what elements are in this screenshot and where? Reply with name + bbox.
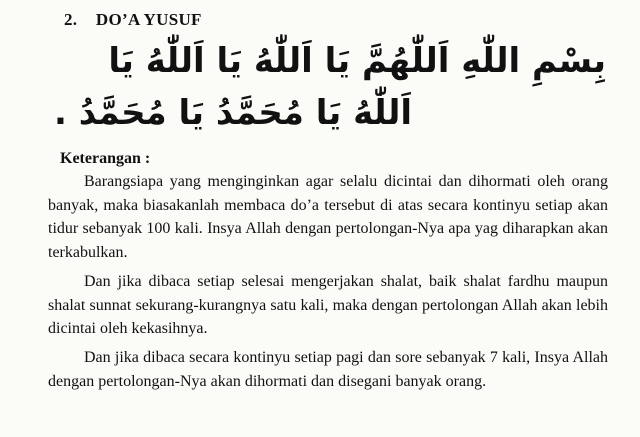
section-title: DO’A YUSUF: [95, 10, 202, 29]
section-number: 2.: [64, 10, 78, 29]
arabic-prayer-line-2: اَللّٰهُ يَا مُحَمَّدُ يَا مُحَمَّدُ .: [53, 93, 412, 133]
paragraph-3: Dan jika dibaca secara kontinyu setiap pagi dan sore sebanyak 7 kali, Insya Allah dengan pertolongan-Nya akan dihormati dan disegani banyak orang.: [48, 349, 608, 390]
section-heading: [64, 10, 202, 30]
arabic-prayer-line-1: بِسْمِ اللّٰهِ اَللّٰهُمَّ يَا اَللّٰهُ يَا اَللّٰهُ يَا: [108, 41, 606, 81]
paragraph-1: Barangsiapa yang menginginkan agar selalu dicintai dan dihormati oleh orang banyak, maka biasakanlah membaca do’a tersebut di atas secara kontinyu setiap akan tidur sebanyak 100 kali. Insya Allah dengan pertolongan-Nya apa yag diharapkan akan terkabulkan.: [48, 173, 608, 261]
keterangan-label: Keterangan :: [60, 150, 151, 167]
paragraph-2: Dan jika dibaca setiap selesai mengerjakan shalat, baik shalat fardhu maupun shalat sunnat sekurang-kurangnya satu kali, maka dengan pertolongan Allah akan lebih dicintai oleh kekasihnya.: [48, 273, 608, 338]
